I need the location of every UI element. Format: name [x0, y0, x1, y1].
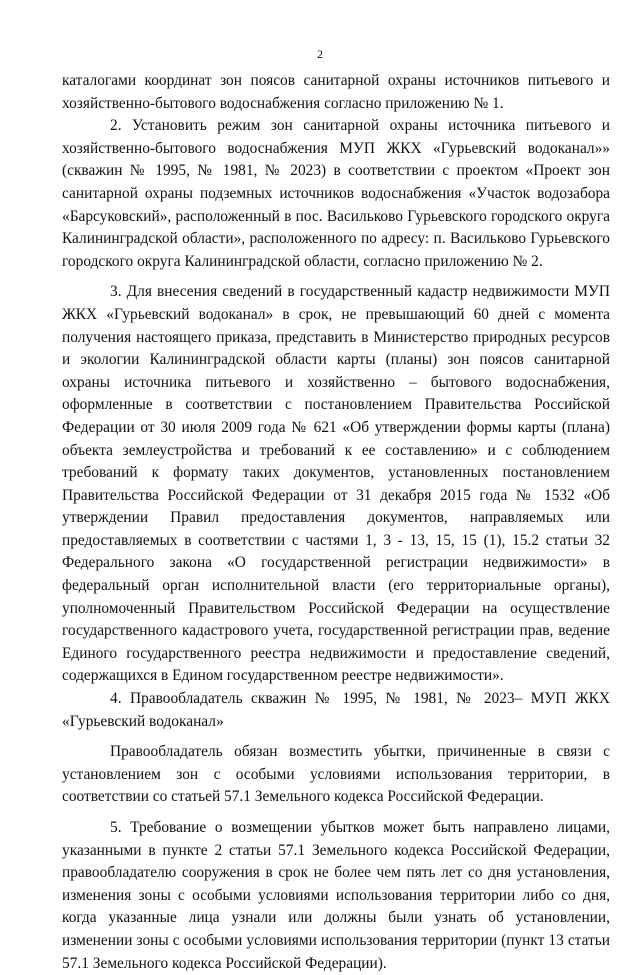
paragraph-3-cadastre-submission: 3. Для внесения сведений в государственный кадастр недвижимости МУП ЖКХ «Гурьевский водоканал» в срок, не превышающий 60 дней с момента получения настоящего приказа, представить в Министерство природных ресурсов и экологии Калининградской области карты (планы) зон поясов санитарной охраны источника питьевого и хозяйственно – бытового водоснабжения, оформленные в соответствии с постановлением Правительства Российской Федерации от 30 июля 2009 года № 621 «Об утверждении формы карты (плана) объекта землеустройства и требований к ее составлению» и с соблюдением требований к формату таких документов, установленных постановлением Правительства Российской Федерации от 31 декабря 2015 года № 1532 «Об утверждении Правил предоставления документов, направляемых или предоставляемых в соответствии с частями 1, 3 - 13, 15, 15 (1), 15.2 статьи 32 Федерального закона «О государственной регистрации недвижимости» в федеральный орган исполнительной власти (его территориальные органы), уполномоченный Правительством Российской Федерации на осуществление государственного кадастрового учета, государственной регистрации прав, ведение Единого государственного реестра недвижимости и предоставление сведений, содержащихся в Едином государственном реестре недвижимости».: [62, 283, 610, 685]
document-body: [62, 70, 610, 975]
paragraph-1-continuation: каталогами координат зон поясов санитарной охраны источников питьевого и хозяйственно-бытового водоснабжения согласно приложению № 1.: [62, 72, 610, 112]
paragraph-2-sanitary-zone-regime: 2. Установить режим зон санитарной охраны источника питьевого и хозяйственно-бытового водоснабжения МУП ЖКХ «Гурьевский водоканал»» (скважин № 1995, № 1981, № 2023) в соответствии с проектом «Проект зон санитарной охраны подземных источников водоснабжения «Участок водозабора «Барсуковский», расположенный в пос. Васильково Гурьевского городского округа Калининградской области», расположенного по адресу: п. Васильково Гурьевского городского округа Калининградской области, согласно приложению № 2.: [62, 117, 610, 270]
paragraph-compensation-obligation: Правообладатель обязан возместить убытки, причиненные в связи с установлением зон с особыми условиями использования территории, в соответствии со статьей 57.1 Земельного кодекса Российской Федерации.: [62, 743, 610, 806]
paragraph-5-compensation-claim: 5. Требование о возмещении убытков может быть направлено лицами, указанными в пункте 2 статьи 57.1 Земельного кодекса Российской Федерации, правообладателю сооружения в срок не более чем пять лет со дня установления, изменения зоны с особыми условиями использования территории либо со дня, когда указанные лица узнали или должны были узнать об установлении, изменении зоны с особыми условиями использования территории (пункт 13 статьи 57.1 Земельного кодекса Российской Федерации).: [62, 819, 610, 972]
paragraph-4-rights-holder: 4. Правообладатель скважин № 1995, № 1981, № 2023– МУП ЖКХ «Гурьевский водоканал»: [62, 690, 610, 730]
page-number: 2: [317, 47, 323, 61]
